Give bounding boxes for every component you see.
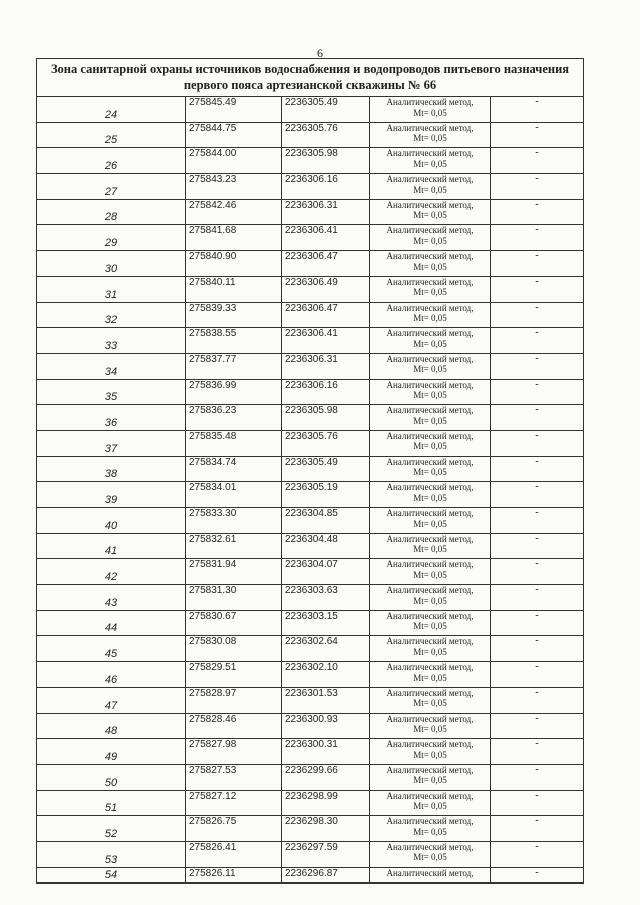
accuracy-label: Mt= 0,05	[413, 261, 447, 272]
table-row	[37, 816, 583, 842]
method-label: Аналитический метод,	[386, 122, 474, 133]
coordinate-x-cell: 275837.77	[186, 353, 282, 379]
accuracy-label: Mt= 0,05	[413, 415, 447, 426]
dash-cell: -	[491, 687, 584, 713]
dash-cell: -	[491, 122, 584, 148]
accuracy-label: Mt= 0,05	[413, 749, 447, 760]
table-row	[37, 713, 583, 739]
accuracy-label: Mt= 0,05	[413, 775, 447, 786]
accuracy-label: Mt= 0,05	[413, 235, 447, 246]
table-row	[37, 225, 583, 251]
method-label: Аналитический метод,	[386, 379, 474, 390]
method-cell	[370, 148, 491, 174]
coordinate-y-cell: 2236302.10	[282, 662, 370, 688]
method-label: Аналитический метод,	[386, 482, 474, 493]
dash-cell: -	[491, 662, 584, 688]
table-row	[37, 174, 583, 200]
table-row	[37, 559, 583, 585]
accuracy-label: Mt= 0,05	[413, 184, 447, 195]
point-number-cell: 45	[37, 636, 186, 662]
table-row	[37, 662, 583, 688]
method-label: Аналитический метод,	[386, 585, 474, 596]
point-number-cell: 51	[37, 790, 186, 816]
point-number-cell: 27	[37, 174, 186, 200]
point-number-cell: 31	[37, 276, 186, 302]
table-row	[37, 199, 583, 225]
accuracy-label: Mt= 0,05	[413, 646, 447, 657]
coordinate-x-cell: 275826.41	[186, 841, 282, 867]
table-row	[37, 687, 583, 713]
point-number-cell: 34	[37, 353, 186, 379]
coordinate-x-cell: 275830.08	[186, 636, 282, 662]
accuracy-label: Mt= 0,05	[413, 313, 447, 323]
method-cell	[370, 122, 491, 148]
point-number-cell: 52	[37, 816, 186, 842]
method-label: Аналитический метод,	[386, 97, 474, 107]
coordinate-y-cell: 2236306.31	[282, 199, 370, 225]
dash-cell: -	[491, 867, 584, 882]
method-cell	[370, 302, 491, 328]
coordinate-x-cell: 275844.75	[186, 122, 282, 148]
accuracy-label: Mt= 0,05	[413, 595, 447, 606]
method-cell	[370, 585, 491, 611]
accuracy-label: Mt= 0,05	[413, 852, 447, 863]
dash-cell: -	[491, 405, 584, 431]
dash-cell: -	[491, 456, 584, 482]
method-cell	[370, 713, 491, 739]
dash-cell: -	[491, 790, 584, 816]
table-row	[37, 328, 583, 354]
method-cell	[370, 533, 491, 559]
method-label: Аналитический метод,	[386, 251, 474, 262]
title-line-1: Зона санитарной охраны источников водоснабжения и водопроводов питьевого назначения	[50, 62, 570, 76]
table-row	[37, 251, 583, 277]
coordinate-y-cell: 2236300.93	[282, 713, 370, 739]
dash-cell: -	[491, 508, 584, 534]
accuracy-label: Mt= 0,05	[413, 801, 447, 812]
method-label: Аналитический метод,	[386, 533, 474, 544]
table-row	[37, 97, 583, 122]
table-row	[37, 148, 583, 174]
dash-cell: -	[491, 533, 584, 559]
accuracy-label: Mt= 0,05	[413, 133, 447, 144]
method-label: Аналитический метод,	[386, 713, 474, 724]
coordinate-x-cell: 275838.55	[186, 328, 282, 354]
page-number: 6	[317, 46, 323, 60]
coordinate-y-cell: 2236305.19	[282, 482, 370, 508]
point-number-cell: 40	[37, 508, 186, 534]
table-row	[37, 353, 583, 379]
coordinate-x-cell: 275833.30	[186, 508, 282, 534]
accuracy-label: Mt= 0,05	[413, 724, 447, 734]
coordinate-x-cell: 275827.98	[186, 739, 282, 765]
accuracy-label: Mt= 0,05	[413, 364, 447, 375]
point-number-cell: 38	[37, 456, 186, 482]
method-cell	[370, 687, 491, 713]
method-label: Аналитический метод,	[386, 148, 474, 159]
method-cell	[370, 764, 491, 790]
coordinate-x-cell: 275828.46	[186, 713, 282, 739]
coordinate-y-cell: 2236303.15	[282, 610, 370, 636]
accuracy-label: Mt= 0,05	[413, 107, 447, 118]
dash-cell: -	[491, 841, 584, 867]
method-cell	[370, 559, 491, 585]
point-number-cell: 35	[37, 379, 186, 405]
method-label: Аналитический метод,	[386, 559, 474, 570]
dash-cell: -	[491, 482, 584, 508]
coordinate-x-cell: 275831.94	[186, 559, 282, 585]
method-label: Аналитический метод,	[386, 687, 474, 698]
method-cell	[370, 739, 491, 765]
coordinate-y-cell: 2236306.47	[282, 251, 370, 277]
coordinate-y-cell: 2236298.99	[282, 790, 370, 816]
method-label: Аналитический метод,	[386, 276, 474, 287]
coordinate-x-cell: 275839.33	[186, 302, 282, 328]
method-label: Аналитический метод,	[386, 174, 474, 185]
dash-cell: -	[491, 148, 584, 174]
table-row	[37, 456, 583, 482]
accuracy-label: Mt= 0,05	[413, 672, 447, 683]
accuracy-label: Mt= 0,05	[413, 826, 447, 837]
coordinate-y-cell: 2236299.66	[282, 764, 370, 790]
accuracy-label: Mt= 0,05	[413, 338, 447, 349]
coordinate-y-cell: 2236305.76	[282, 430, 370, 456]
method-label: Аналитический метод,	[386, 353, 474, 364]
coordinate-x-cell: 275828.97	[186, 687, 282, 713]
dash-cell: -	[491, 713, 584, 739]
table-row	[37, 867, 583, 882]
method-label: Аналитический метод,	[386, 662, 474, 673]
coordinates-table	[37, 97, 583, 883]
coordinate-x-cell: 275826.11	[186, 867, 282, 882]
method-cell	[370, 353, 491, 379]
coordinate-x-cell: 275841.68	[186, 225, 282, 251]
method-label: Аналитический метод,	[386, 405, 474, 416]
table-row	[37, 739, 583, 765]
coordinate-x-cell: 275829.51	[186, 662, 282, 688]
coordinate-x-cell: 275840.11	[186, 276, 282, 302]
coordinate-y-cell: 2236302.64	[282, 636, 370, 662]
coordinate-y-cell: 2236298.30	[282, 816, 370, 842]
method-label: Аналитический метод,	[386, 841, 474, 852]
table-row	[37, 790, 583, 816]
coordinate-y-cell: 2236304.07	[282, 559, 370, 585]
method-cell	[370, 456, 491, 482]
method-label: Аналитический метод,	[386, 225, 474, 236]
point-number-cell: 42	[37, 559, 186, 585]
point-number-cell: 41	[37, 533, 186, 559]
coordinate-y-cell: 2236306.49	[282, 276, 370, 302]
coordinates-table-body	[37, 97, 583, 882]
coordinate-x-cell: 275842.46	[186, 199, 282, 225]
method-cell	[370, 841, 491, 867]
method-cell	[370, 430, 491, 456]
accuracy-label: Mt= 0,05	[413, 441, 447, 452]
dash-cell: -	[491, 174, 584, 200]
point-number-cell: 32	[37, 302, 186, 328]
coordinate-x-cell: 275836.99	[186, 379, 282, 405]
coordinate-x-cell: 275832.61	[186, 533, 282, 559]
accuracy-label: Mt= 0,05	[413, 390, 447, 401]
coordinate-y-cell: 2236300.31	[282, 739, 370, 765]
coordinate-x-cell: 275831.30	[186, 585, 282, 611]
table-row	[37, 122, 583, 148]
method-cell	[370, 276, 491, 302]
method-cell	[370, 610, 491, 636]
coordinate-y-cell: 2236305.76	[282, 122, 370, 148]
point-number-cell: 54	[37, 867, 186, 882]
coordinate-y-cell: 2236305.98	[282, 148, 370, 174]
dash-cell: -	[491, 276, 584, 302]
coordinate-x-cell: 275827.53	[186, 764, 282, 790]
point-number-cell: 46	[37, 662, 186, 688]
dash-cell: -	[491, 816, 584, 842]
point-number-cell: 53	[37, 841, 186, 867]
coordinate-y-cell: 2236306.31	[282, 353, 370, 379]
dash-cell: -	[491, 199, 584, 225]
coordinate-x-cell: 275834.01	[186, 482, 282, 508]
dash-cell: -	[491, 739, 584, 765]
method-cell	[370, 867, 491, 882]
accuracy-label: Mt= 0,05	[413, 518, 447, 529]
table-row	[37, 636, 583, 662]
table-row	[37, 841, 583, 867]
dash-cell: -	[491, 225, 584, 251]
point-number-cell: 48	[37, 713, 186, 739]
point-number-cell: 24	[37, 97, 186, 122]
table-row	[37, 764, 583, 790]
method-cell	[370, 328, 491, 354]
dash-cell: -	[491, 328, 584, 354]
dash-cell: -	[491, 585, 584, 611]
table-row	[37, 302, 583, 328]
table-row	[37, 379, 583, 405]
coordinate-y-cell: 2236306.16	[282, 174, 370, 200]
point-number-cell: 30	[37, 251, 186, 277]
method-label: Аналитический метод,	[386, 430, 474, 441]
dash-cell: -	[491, 302, 584, 328]
coordinate-y-cell: 2236305.98	[282, 405, 370, 431]
point-number-cell: 26	[37, 148, 186, 174]
method-cell	[370, 199, 491, 225]
coordinate-y-cell: 2236305.49	[282, 456, 370, 482]
method-cell	[370, 482, 491, 508]
method-cell	[370, 174, 491, 200]
method-cell	[370, 379, 491, 405]
method-label: Аналитический метод,	[386, 610, 474, 621]
table-row	[37, 533, 583, 559]
method-label: Аналитический метод,	[386, 636, 474, 647]
method-cell	[370, 816, 491, 842]
coordinate-y-cell: 2236305.49	[282, 97, 370, 122]
dash-cell: -	[491, 430, 584, 456]
table-row	[37, 276, 583, 302]
method-label: Аналитический метод,	[386, 867, 474, 878]
method-label: Аналитический метод,	[386, 302, 474, 313]
coordinate-y-cell: 2236296.87	[282, 867, 370, 882]
coordinate-x-cell: 275835.48	[186, 430, 282, 456]
method-cell	[370, 225, 491, 251]
point-number-cell: 28	[37, 199, 186, 225]
method-cell	[370, 508, 491, 534]
point-number-cell: 36	[37, 405, 186, 431]
table-row	[37, 585, 583, 611]
coordinate-x-cell: 275830.67	[186, 610, 282, 636]
method-label: Аналитический метод,	[386, 508, 474, 518]
method-cell	[370, 662, 491, 688]
coordinate-y-cell: 2236304.85	[282, 508, 370, 534]
accuracy-label: Mt= 0,05	[413, 569, 447, 580]
coordinate-y-cell: 2236306.47	[282, 302, 370, 328]
dash-cell: -	[491, 353, 584, 379]
dash-cell: -	[491, 636, 584, 662]
title-line-2: первого пояса артезианской скважины № 66	[183, 78, 437, 92]
table-title	[37, 59, 583, 97]
coordinate-y-cell: 2236304.48	[282, 533, 370, 559]
point-number-cell: 37	[37, 430, 186, 456]
method-cell	[370, 790, 491, 816]
coordinate-y-cell: 2236306.41	[282, 328, 370, 354]
method-label: Аналитический метод,	[386, 764, 474, 775]
method-cell	[370, 636, 491, 662]
coordinate-y-cell: 2236306.16	[282, 379, 370, 405]
coordinate-x-cell: 275826.75	[186, 816, 282, 842]
accuracy-label: Mt= 0,05	[413, 287, 447, 298]
accuracy-label: Mt= 0,05	[413, 467, 447, 478]
method-label: Аналитический метод,	[386, 739, 474, 750]
coordinate-x-cell: 275843.23	[186, 174, 282, 200]
dash-cell: -	[491, 251, 584, 277]
table-row	[37, 405, 583, 431]
coordinate-x-cell: 275840.90	[186, 251, 282, 277]
method-label: Аналитический метод,	[386, 790, 474, 801]
method-label: Аналитический метод,	[386, 199, 474, 210]
coordinate-x-cell: 275834.74	[186, 456, 282, 482]
accuracy-label: Mt= 0,05	[413, 210, 447, 221]
point-number-cell: 25	[37, 122, 186, 148]
point-number-cell: 39	[37, 482, 186, 508]
table-row	[37, 430, 583, 456]
coordinate-x-cell: 275844.00	[186, 148, 282, 174]
accuracy-label: Mt= 0,05	[413, 158, 447, 169]
accuracy-label: Mt= 0,05	[413, 492, 447, 503]
point-number-cell: 47	[37, 687, 186, 713]
point-number-cell: 33	[37, 328, 186, 354]
dash-cell: -	[491, 97, 584, 122]
point-number-cell: 49	[37, 739, 186, 765]
point-number-cell: 29	[37, 225, 186, 251]
coordinate-x-cell: 275845.49	[186, 97, 282, 122]
method-cell	[370, 251, 491, 277]
accuracy-label: Mt= 0,05	[413, 621, 447, 632]
table-row	[37, 482, 583, 508]
method-cell	[370, 405, 491, 431]
coordinates-document	[36, 58, 584, 884]
method-label: Аналитический метод,	[386, 328, 474, 339]
coordinate-y-cell: 2236303.63	[282, 585, 370, 611]
table-row	[37, 508, 583, 534]
coordinate-x-cell: 275836.23	[186, 405, 282, 431]
table-row	[37, 610, 583, 636]
coordinate-x-cell: 275827.12	[186, 790, 282, 816]
coordinate-y-cell: 2236297.59	[282, 841, 370, 867]
point-number-cell: 50	[37, 764, 186, 790]
dash-cell: -	[491, 379, 584, 405]
accuracy-label: Mt= 0,05	[413, 544, 447, 555]
coordinate-y-cell: 2236306.41	[282, 225, 370, 251]
coordinate-y-cell: 2236301.53	[282, 687, 370, 713]
method-label: Аналитический метод,	[386, 456, 474, 467]
dash-cell: -	[491, 559, 584, 585]
point-number-cell: 43	[37, 585, 186, 611]
method-label: Аналитический метод,	[386, 816, 474, 827]
dash-cell: -	[491, 764, 584, 790]
method-cell	[370, 97, 491, 122]
dash-cell: -	[491, 610, 584, 636]
accuracy-label: Mt= 0,05	[413, 698, 447, 709]
point-number-cell: 44	[37, 610, 186, 636]
